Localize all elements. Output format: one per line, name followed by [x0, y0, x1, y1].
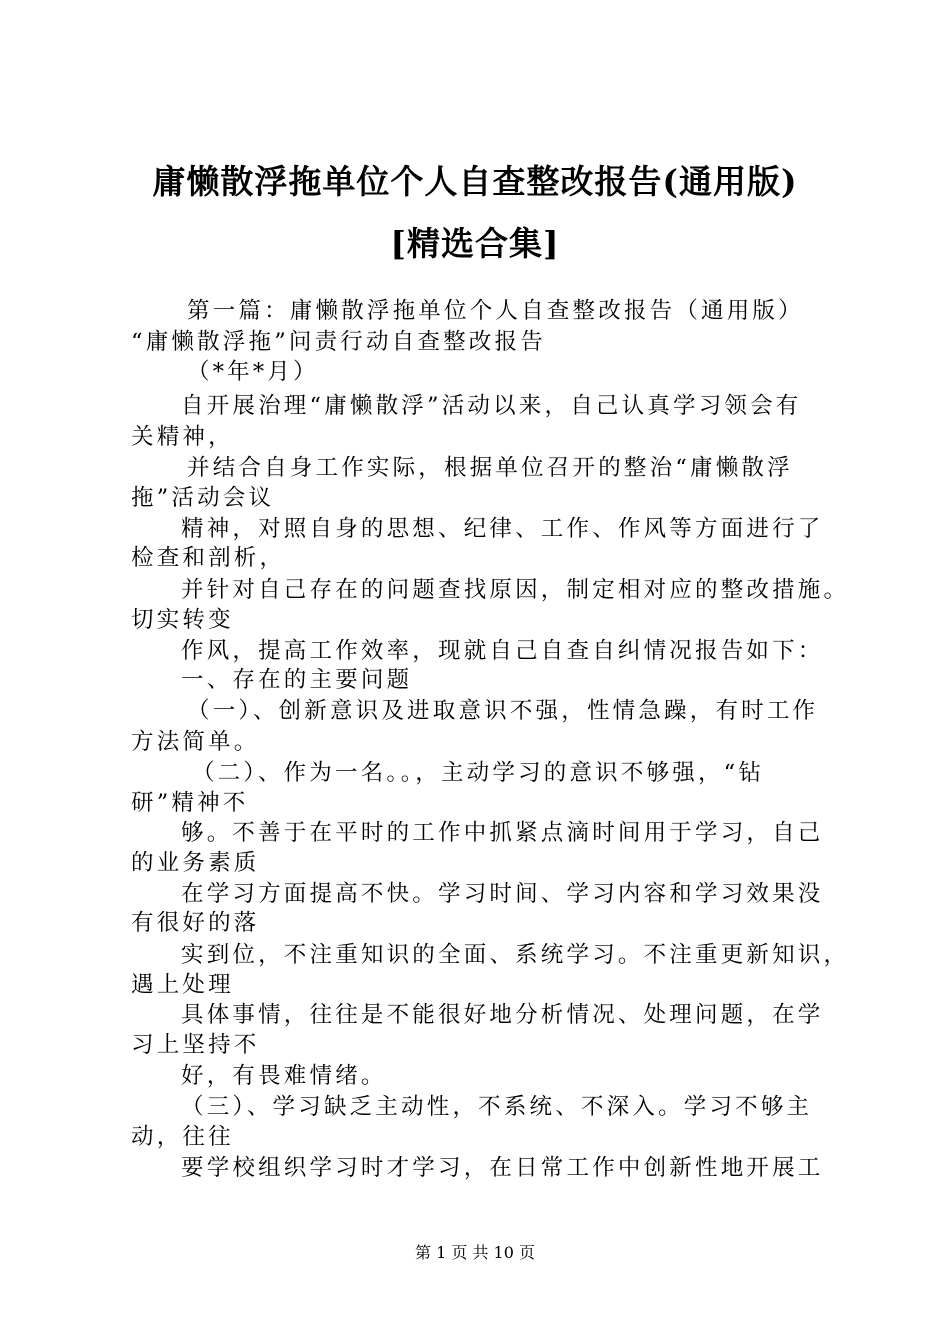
body-line: 实到位，不注重知识的全面、系统学习。不注重更新知识， — [181, 942, 850, 968]
body-line: （二）、作为一名。。，主动学习的意识不够强，“钻 — [192, 760, 765, 786]
body-line: 研”精神不 — [131, 790, 249, 816]
body-line: 的业务素质 — [131, 850, 260, 876]
body-line: 好，有畏难情绪。 — [181, 1063, 387, 1089]
body-line: 作风，提高工作效率，现就自己自查自纠情况报告如下： — [181, 638, 824, 664]
body-line: 拖”活动会议 — [131, 485, 275, 511]
body-line: 够。不善于在平时的工作中抓紧点滴时间用于学习，自己 — [181, 820, 824, 846]
body-line: 要学校组织学习时才学习，在日常工作中创新性地开展工 — [181, 1155, 824, 1181]
body-line: 动，往往 — [131, 1124, 234, 1150]
body-line: 遇上处理 — [131, 972, 234, 998]
body-line: 切实转变 — [131, 607, 234, 633]
body-line: 第一篇：庸懒散浮拖单位个人自查整改报告（通用版） — [187, 298, 804, 324]
body-line: 并针对自己存在的问题查找原因，制定相对应的整改措施。 — [181, 577, 850, 603]
body-line: 有很好的落 — [131, 910, 260, 936]
body-line: 方法简单。 — [131, 729, 260, 755]
document-title: 庸懒散浮拖单位个人自查整改报告(通用版) — [152, 162, 798, 201]
body-line: （三）、学习缺乏主动性，不系统、不深入。学习不够主 — [181, 1094, 813, 1120]
body-line: 精神，对照自身的思想、纪律、工作、作风等方面进行了 — [181, 516, 824, 542]
body-line: 具体事情，往往是不能很好地分析情况、处理问题，在学 — [181, 1002, 824, 1028]
body-line: 检查和剖析， — [131, 545, 286, 571]
body-line: 并结合自身工作实际，根据单位召开的整治“庸懒散浮 — [187, 455, 793, 481]
body-line: 在学习方面提高不快。学习时间、学习内容和学习效果没 — [181, 881, 824, 907]
body-line: （*年*月） — [187, 359, 319, 385]
document-title-subtitle: [精选合集] — [390, 224, 560, 263]
body-line: “庸懒散浮拖”问责行动自查整改报告 — [131, 329, 546, 355]
page-number-footer: 第 1 页 共 10 页 — [415, 1243, 535, 1262]
body-line: 习上坚持不 — [131, 1032, 260, 1058]
body-line: （一）、创新意识及进取意识不强，性情急躁，有时工作 — [187, 698, 819, 724]
section-heading: 一、存在的主要问题 — [181, 667, 413, 693]
body-line: 自开展治理“庸懒散浮”活动以来，自己认真学习领会有 — [181, 393, 802, 419]
body-line: 关精神， — [131, 424, 234, 450]
